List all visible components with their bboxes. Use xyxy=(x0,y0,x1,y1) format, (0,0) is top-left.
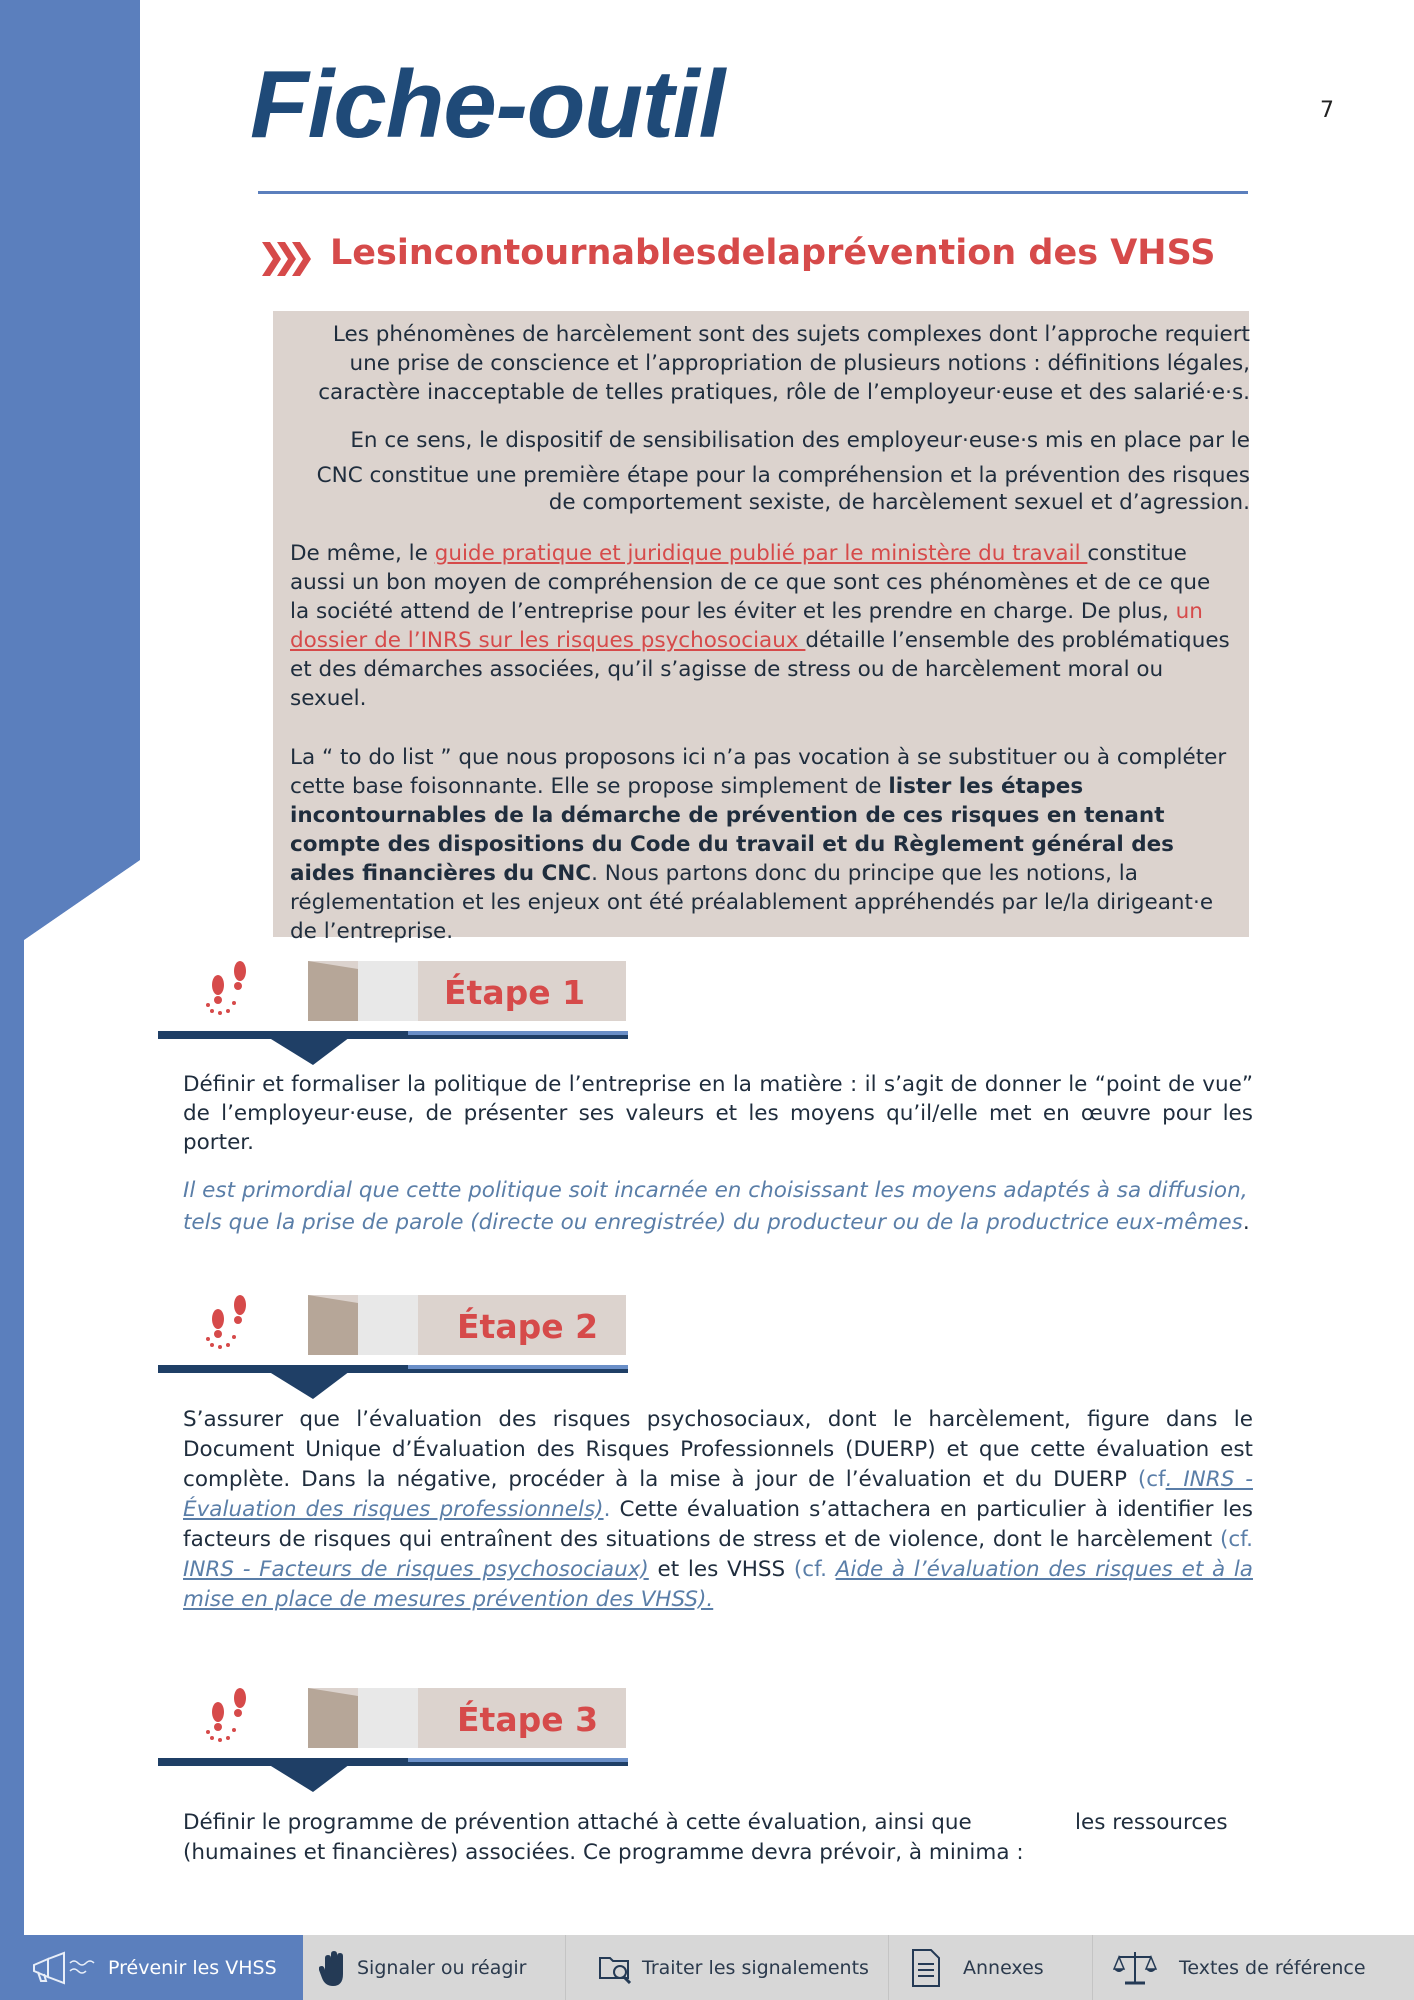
footsteps-icon xyxy=(206,1295,246,1349)
step-2-cf1-open: (cf xyxy=(1137,1467,1166,1492)
footsteps-icon xyxy=(206,1688,246,1742)
intro-p2-line3: de comportement sexiste, de harcèlement sexuel et d’agression. xyxy=(548,490,1250,515)
megaphone-icon xyxy=(30,1951,100,1985)
page-title: Fiche-outil xyxy=(250,51,725,158)
nav-textes-reference[interactable] xyxy=(1093,1935,1412,2000)
section-heading: Lesincontournablesdelaprévention des VHSS xyxy=(330,233,1216,273)
intro-p3-text-c: un xyxy=(1175,599,1203,624)
step-1-note xyxy=(183,1175,1253,1239)
nav-traiter-label: Traiter les signalements xyxy=(642,1956,869,1979)
intro-p4 xyxy=(290,743,1236,946)
intro-p1-line1: Les phénomènes de harcèlement sont des sujets complexes dont l’approche requiert xyxy=(332,322,1250,347)
aide-evaluation-vhss-link[interactable]: Aide à l’évaluation des risques et à la mise en place de mesures prévention des VHSS). xyxy=(183,1557,1253,1612)
chevrons-icon xyxy=(262,240,312,278)
step-2-cf1-close: . xyxy=(603,1497,611,1522)
intro-p4-bold: lister les étapes incontournables de la démarche de prévention de ces risques en tenant compte des dispositions du Code du travail et du Règlement général des aides financières du CNC xyxy=(290,774,1174,886)
step-1-text: Définir et formaliser la politique de l’entreprise en la matière : il s’agit de donner le “point de vue” de l’employeur·euse, de présenter ses valeurs et les moyens qu’il/elle met en œuvre pour les porter. xyxy=(183,1072,1253,1155)
intro-p2-line2: CNC constitue une première étape pour la compréhension et la prévention des risques xyxy=(316,463,1250,488)
nav-prevenir-label: Prévenir les VHSS xyxy=(108,1956,277,1979)
nav-signaler-label: Signaler ou réagir xyxy=(357,1956,527,1979)
document-icon xyxy=(909,1948,943,1988)
step-2-text xyxy=(183,1405,1253,1615)
nav-annexes-label: Annexes xyxy=(963,1956,1044,1979)
step-2-text-c: et les VHSS xyxy=(648,1557,794,1582)
step-1-label: Étape 1 xyxy=(444,973,586,1012)
inrs-evaluation-link[interactable]: . INRS - Évaluation des risques professionnels) xyxy=(183,1467,1253,1522)
intro-p3-text-a: De même, le xyxy=(290,541,435,566)
intro-p3-text-d: détaille l’ensemble des problématiques et des démarches associées, qu’il s’agisse de stress ou de harcèlement moral ou sexuel. xyxy=(290,628,1230,711)
nav-textes-label: Textes de référence xyxy=(1179,1956,1366,1979)
step-3-text-gap: les ressources xyxy=(1075,1810,1228,1835)
guide-ministere-link[interactable]: guide pratique et juridique publié par le ministère du travail xyxy=(434,541,1088,566)
step-1-note-text: Il est primordial que cette politique soit incarnée en choisissant les moyens adaptés à sa diffusion, tels que la prise de parole (directe ou enregistrée) du producteur ou de la productrice eux-mêmes xyxy=(183,1178,1248,1235)
hand-icon xyxy=(319,1948,349,1988)
nav-prevenir-vhss[interactable] xyxy=(0,1935,303,2000)
intro-p3 xyxy=(290,539,1230,713)
step-3-text-line2: (humaines et financières) associées. Ce programme devra prévoir, à minima : xyxy=(183,1840,1024,1865)
step-3-label: Étape 3 xyxy=(457,1700,599,1739)
intro-p3-text-b: constitue aussi un bon moyen de compréhension de ce que sont ces phénomènes et de ce que la société attend de l’entreprise pour les éviter et les prendre en charge. De plus, xyxy=(290,541,1211,624)
title-divider xyxy=(258,191,1248,194)
intro-p4-text-a: La “ to do list ” que nous proposons ici n’a pas vocation à se substituer ou à compléter cette base foisonnante. Elle se propose simplement de xyxy=(290,745,1227,799)
step-2-text-b: Cette évaluation s’attachera en particulier à identifier les facteurs de risques qui entraînent des situations de stress et de violence, dont le harcèlement xyxy=(183,1497,1254,1552)
intro-p1-line2: une prise de conscience et l’appropriation de plusieurs notions : définitions légales, xyxy=(349,351,1250,376)
step-2-label: Étape 2 xyxy=(457,1307,599,1346)
step-2-cf2-open: (cf. xyxy=(1219,1527,1253,1552)
step-2-text-a: S’assurer que l’évaluation des risques psychosociaux, dont le harcèlement, figure dans le Document Unique d’Évaluation des Risques Professionnels (DUERP) et que cette évaluation est complète. Dans la négative, procéder à la mise à jour de l’évaluation et du DUERP xyxy=(183,1407,1253,1492)
step-3-text-line1: Définir le programme de prévention attaché à cette évaluation, ainsi que xyxy=(183,1810,972,1835)
page-number: 7 xyxy=(1320,98,1334,123)
footsteps-icon xyxy=(206,961,246,1015)
bottom-navigation xyxy=(0,1935,1414,2000)
nav-annexes[interactable] xyxy=(889,1935,1092,2000)
nav-traiter-signalements[interactable] xyxy=(566,1935,888,2000)
folder-search-icon xyxy=(598,1952,634,1984)
intro-p2-line1: En ce sens, le dispositif de sensibilisation des employeur·euse·s mis en place par le xyxy=(350,428,1250,453)
inrs-facteurs-link[interactable]: INRS - Facteurs de risques psychosociaux) xyxy=(183,1557,649,1582)
left-band-notch xyxy=(0,0,145,1935)
intro-p1-line3: caractère inacceptable de telles pratiques, rôle de l’employeur·euse et des salarié·e·s. xyxy=(318,380,1250,405)
scales-icon xyxy=(1113,1949,1157,1987)
step-2-cf3-open: (cf. xyxy=(793,1557,836,1582)
step-1-note-end: . xyxy=(1242,1210,1250,1235)
nav-signaler-reagir[interactable] xyxy=(303,1935,565,2000)
intro-p4-text-b: . Nous partons donc du principe que les notions, la réglementation et les enjeux ont été préalablement appréhendés par le/la dirigeant·e de l’entreprise. xyxy=(290,861,1214,944)
inrs-dossier-link[interactable]: dossier de l’INRS sur les risques psychosociaux xyxy=(290,628,806,653)
